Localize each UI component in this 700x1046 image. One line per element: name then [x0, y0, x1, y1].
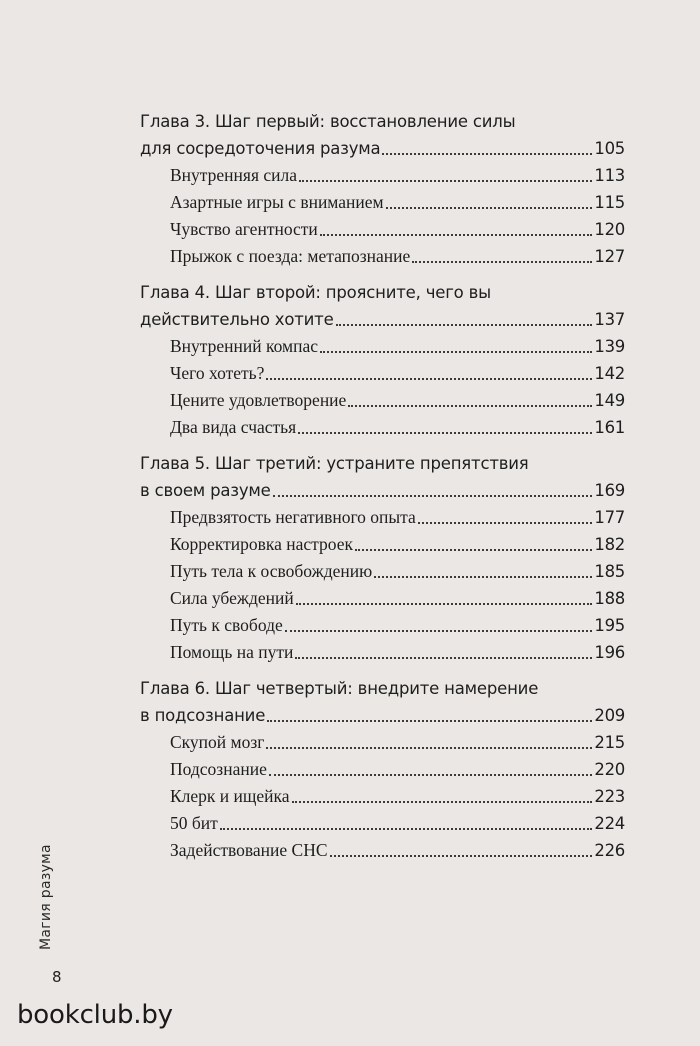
- toc-section-row: [140, 414, 625, 441]
- chapter-title-line: для сосредоточения разума: [140, 139, 381, 158]
- section-page-number: 142: [594, 364, 625, 383]
- leader-dots: [320, 351, 592, 353]
- section-page-number: 215: [594, 733, 625, 752]
- leader-dots: [348, 405, 592, 407]
- watermark: bookclub.by: [17, 1000, 173, 1030]
- section-title: Внутренний компас: [170, 336, 319, 356]
- toc-chapter: [140, 675, 625, 864]
- toc-chapter: [140, 279, 625, 441]
- toc-section-row: [140, 531, 625, 558]
- section-title: Чего хотеть?: [170, 363, 265, 383]
- section-page-number: 223: [594, 787, 625, 806]
- section-title: Клерк и ищейка: [170, 786, 290, 806]
- section-title: Помощь на пути: [170, 642, 294, 662]
- chapter-page-number: 137: [594, 310, 625, 329]
- toc-section-row: [140, 504, 625, 531]
- toc-chapter: [140, 450, 625, 666]
- section-title: Задействование СНС: [170, 840, 328, 860]
- leader-dots: [273, 495, 593, 497]
- leader-dots: [220, 828, 593, 830]
- section-title: Цените удовлетворение: [170, 390, 347, 410]
- leader-dots: [382, 153, 592, 155]
- section-page-number: 188: [594, 589, 625, 608]
- chapter-page-number: 169: [594, 481, 625, 500]
- leader-dots: [266, 747, 592, 749]
- section-page-number: 177: [594, 508, 625, 527]
- leader-dots: [386, 207, 593, 209]
- section-title: Сила убеждений: [170, 588, 294, 608]
- chapter-entry-row: [140, 702, 625, 729]
- chapter-page-number: 105: [594, 139, 625, 158]
- section-title: Скупой мозг: [170, 732, 265, 752]
- toc-section-row: [140, 783, 625, 810]
- section-page-number: 113: [594, 166, 625, 185]
- leader-dots: [320, 234, 593, 236]
- leader-dots: [267, 720, 592, 722]
- table-of-contents: [140, 108, 625, 873]
- toc-section-row: [140, 558, 625, 585]
- chapter-title-line: Глава 3. Шаг первый: восстановление силы: [140, 112, 516, 131]
- section-page-number: 139: [594, 337, 625, 356]
- section-page-number: 220: [594, 760, 625, 779]
- leader-dots: [285, 630, 593, 632]
- section-title: Два вида счастья: [170, 417, 297, 437]
- chapter-entry-row: [140, 135, 625, 162]
- chapter-page-number: 209: [594, 706, 625, 725]
- section-page-number: 195: [594, 616, 625, 635]
- leader-dots: [266, 378, 592, 380]
- toc-section-row: [140, 333, 625, 360]
- section-title: Прыжок с поезда: метапознание: [170, 246, 411, 266]
- toc-section-row: [140, 612, 625, 639]
- chapter-title-line: Глава 6. Шаг четвертый: внедрите намерение: [140, 679, 539, 698]
- chapter-title-line: в подсознание: [140, 706, 266, 725]
- section-page-number: 182: [594, 535, 625, 554]
- toc-section-row: [140, 585, 625, 612]
- toc-section-row: [140, 189, 625, 216]
- section-page-number: 120: [594, 220, 625, 239]
- toc-section-row: [140, 729, 625, 756]
- leader-dots: [374, 576, 592, 578]
- toc-section-row: [140, 216, 625, 243]
- toc-section-row: [140, 810, 625, 837]
- section-title: Корректировка настроек: [170, 534, 353, 554]
- leader-dots: [298, 432, 592, 434]
- page-number: 8: [52, 968, 62, 986]
- leader-dots: [336, 324, 593, 326]
- section-page-number: 149: [594, 391, 625, 410]
- chapter-title-line: в своем разуме: [140, 481, 271, 500]
- section-title: Подсознание: [170, 759, 267, 779]
- leader-dots: [355, 549, 592, 551]
- section-title: 50 бит: [170, 813, 218, 833]
- toc-section-row: [140, 639, 625, 666]
- leader-dots: [299, 180, 592, 182]
- chapter-entry-row: [140, 477, 625, 504]
- section-title: Путь тела к освобождению: [170, 561, 373, 581]
- toc-section-row: [140, 360, 625, 387]
- section-title: Азартные игры с вниманием: [170, 192, 384, 212]
- leader-dots: [296, 603, 593, 605]
- section-page-number: 115: [594, 193, 625, 212]
- toc-section-row: [140, 162, 625, 189]
- toc-chapter: [140, 108, 625, 270]
- leader-dots: [418, 522, 593, 524]
- chapter-title-line: действительно хотите: [140, 310, 334, 329]
- toc-section-row: [140, 387, 625, 414]
- leader-dots: [292, 801, 593, 803]
- chapter-title-line: Глава 5. Шаг третий: устраните препятствия: [140, 454, 529, 473]
- section-page-number: 224: [594, 814, 625, 833]
- leader-dots: [330, 855, 593, 857]
- section-page-number: 127: [594, 247, 625, 266]
- chapter-entry-row: [140, 306, 625, 333]
- section-page-number: 226: [594, 841, 625, 860]
- leader-dots: [269, 774, 593, 776]
- toc-section-row: [140, 756, 625, 783]
- toc-section-row: [140, 243, 625, 270]
- section-page-number: 196: [594, 643, 625, 662]
- toc-section-row: [140, 837, 625, 864]
- section-title: Предвзятость негативного опыта: [170, 507, 416, 527]
- section-title: Внутренняя сила: [170, 165, 298, 185]
- leader-dots: [295, 657, 592, 659]
- leader-dots: [412, 261, 592, 263]
- chapter-title-line: Глава 4. Шаг второй: проясните, чего вы: [140, 283, 491, 302]
- section-title: Чувство агентности: [170, 219, 318, 239]
- running-title: Магия разума: [38, 844, 54, 950]
- section-title: Путь к свободе: [170, 615, 283, 635]
- section-page-number: 185: [594, 562, 625, 581]
- section-page-number: 161: [594, 418, 625, 437]
